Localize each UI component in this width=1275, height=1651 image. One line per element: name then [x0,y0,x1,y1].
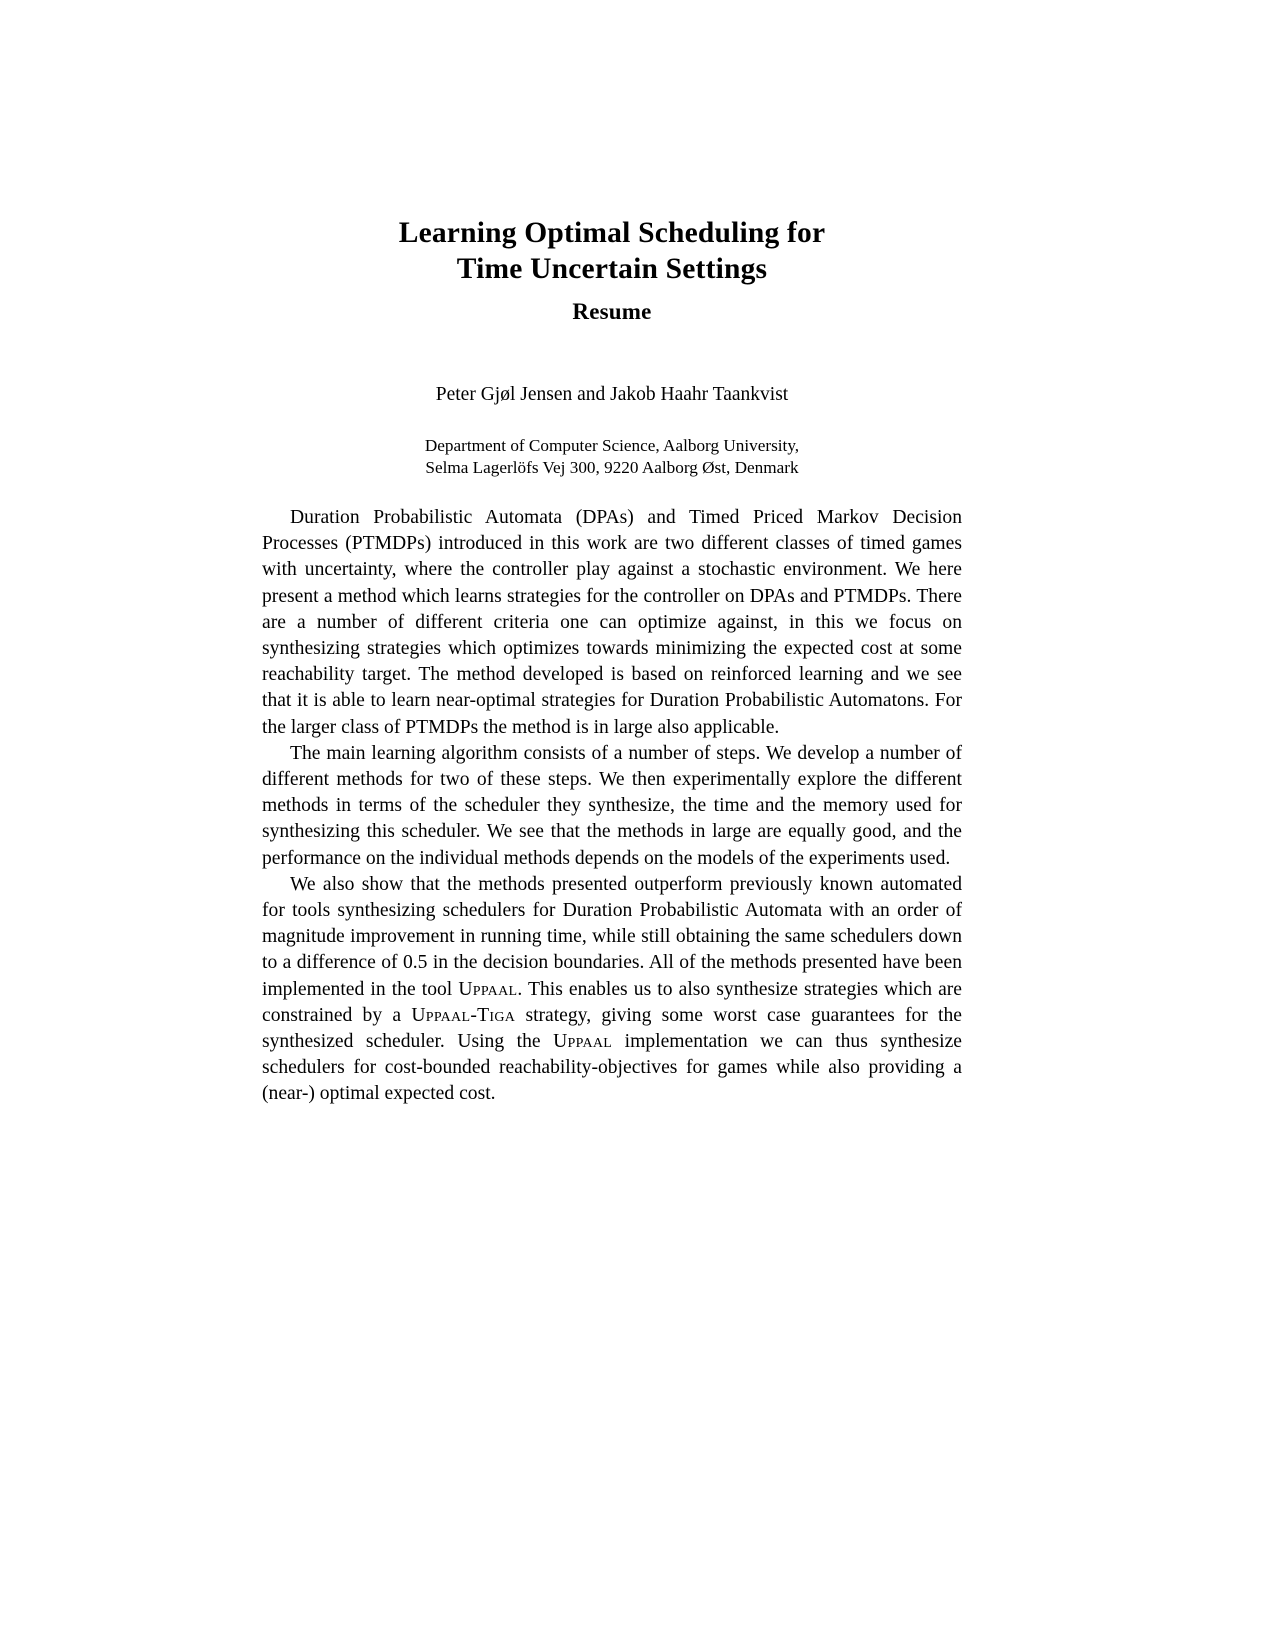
abstract-paragraph-3: We also show that the methods presented outperform previously known automated for tools synthesizing schedulers for Duration Probabilistic Automata with an order of magnitude improvement in running time, while still obtaining the same schedulers down to a difference of 0.5 in the decision boundaries. All of the methods presented have been implemented in the tool Uppaal. This enables us to also synthesize strategies which are constrained by a Uppaal-Tiga strategy, giving some worst case guarantees for the synthesized scheduler. Using the Uppaal implementation we can thus synthesize schedulers for cost-bounded reachability-objectives for games while also providing a (near-) optimal expected cost. [262,873,963,1105]
affiliation-block [262,435,962,479]
affiliation-line-2: Selma Lagerlöfs Vej 300, 9220 Aalborg Øst, Denmark [425,458,799,477]
page-title-line-1: Learning Optimal Scheduling for [398,217,826,249]
title-block [262,215,962,329]
abstract-paragraph-2: The main learning algorithm consists of a number of steps. We develop a number of different methods for two of these steps. We then experimentally explore the different methods in terms of the scheduler they synthesize, the time and the memory used for synthesizing this scheduler. We see that the methods in large are equally good, and the performance on the individual methods depends on the models of the experiments used. [262,742,962,869]
page-subtitle: Resume [572,299,652,324]
affiliation-line-1: Department of Computer Science, Aalborg University, [424,436,800,455]
abstract-body [262,505,962,1108]
tool-name: Uppaal-Tiga [411,1004,516,1026]
page-title-line-2: Time Uncertain Settings [456,253,768,285]
author-list: Peter Gjøl Jensen and Jakob Haahr Taankvist [435,384,789,405]
page-content [262,215,962,1108]
tool-name: Uppaal [553,1031,613,1053]
abstract-paragraph-1: Duration Probabilistic Automata (DPAs) and Timed Priced Markov Decision Processes (PTMDPs) introduced in this work are two different classes of timed games with uncertainty, where the controller play against a stochastic environment. We here present a method which learns strategies for the controller on DPAs and PTMDPs. There are a number of different criteria one can optimize against, in this we focus on synthesizing strategies which optimizes towards minimizing the expected cost at some reachability target. The method developed is based on reinforced learning and we see that it is able to learn near-optimal strategies for Duration Probabilistic Automatons. For the larger class of PTMDPs the method is in large also applicable. [262,507,962,738]
tool-name: Uppaal [458,978,518,1000]
